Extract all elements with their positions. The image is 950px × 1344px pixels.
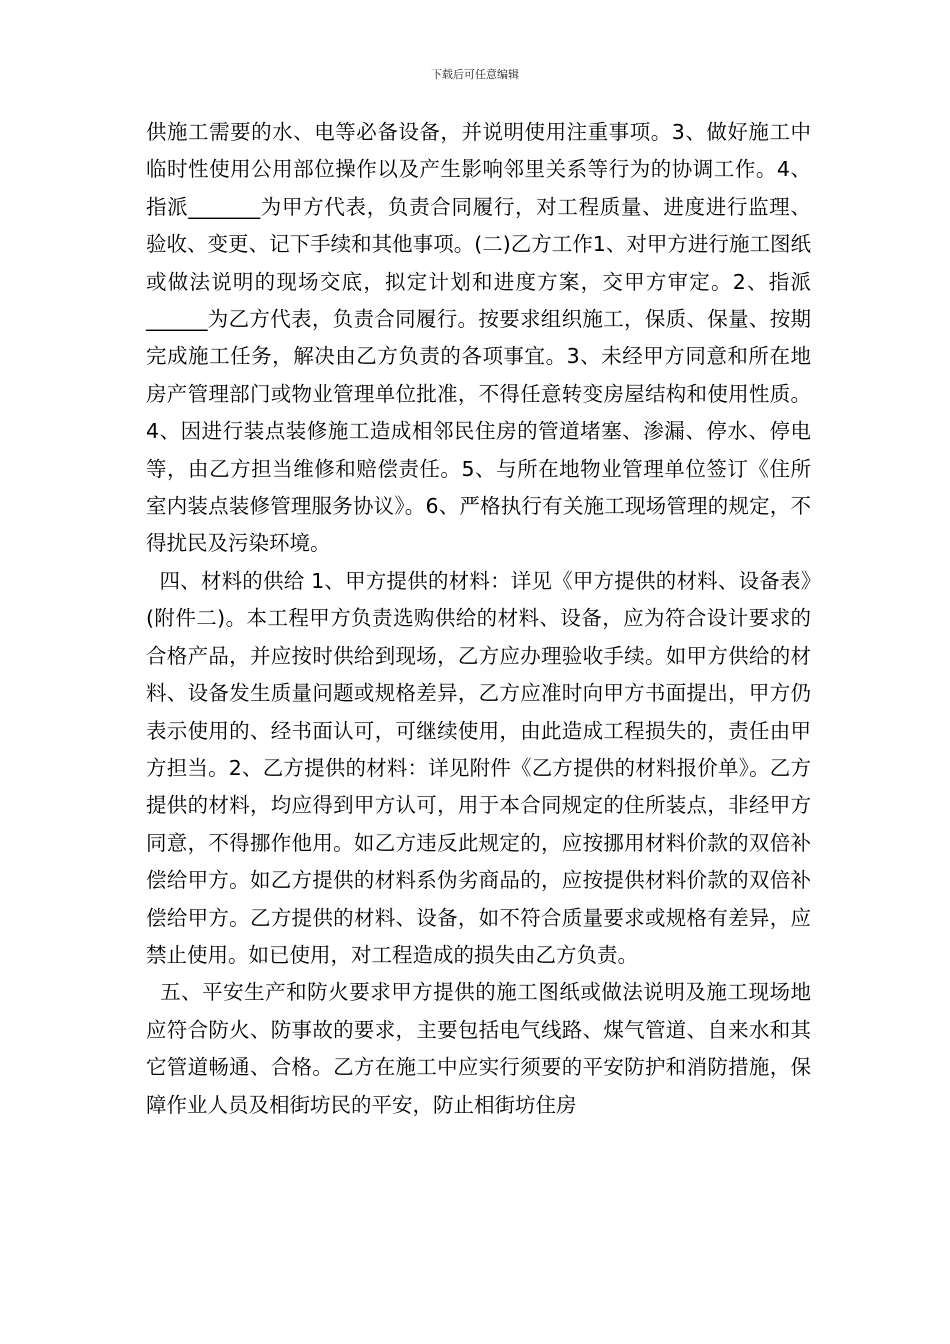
paragraph-safety-fire: 五、平安生产和防火要求甲方提供的施工图纸或做法说明及施工现场地应符合防火、防事故的要求，主要包括电气线路、煤气管道、自来水和其它管道畅通、合格。乙方在施工中应实行须要的平安防护和消防措施，保障作业人员及相街坊民的平安，防止相街坊住房: [146, 980, 811, 1117]
paragraph-work-duties: 供施工需要的水、电等必备设备，并说明使用注重事项。3、做好施工中临时性使用公用部位操作以及产生影响邻里关系等行为的协调工作。4、指派_______为甲方代表，负责合同履行，对工程质量、进度进行监理、验收、变更、记下手续和其他事项。(二)乙方工作1、对甲方进行施工图纸或做法说明的现场交底，拟定计划和进度方案，交甲方审定。2、指派______为乙方代表，负责合同履行。按要求组织施工，保质、保量、按期完成施工任务，解决由乙方负责的各项事宜。3、未经甲方同意和所在地房产管理部门或物业管理单位批准，不得任意转变房屋结构和使用性质。4、因进行装点装修施工造成相邻民住房的管道堵塞、渗漏、停水、停电等，由乙方担当维修和赔偿责任。5、与所在地物业管理单位签订《住所室内装点装修管理服务协议》。6、严格执行有关施工现场管理的规定，不得扰民及污染环境。: [146, 120, 811, 556]
paragraph-material-supply: 四、材料的供给 1、甲方提供的材料：详见《甲方提供的材料、设备表》(附件二)。本工程甲方负责选购供给的材料、设备，应为符合设计要求的合格产品，并应按时供给到现场，乙方应办理验收手续。如甲方供给的材料、设备发生质量问题或规格差异，乙方应准时向甲方书面提出，甲方仍表示使用的、经书面认可，可继续使用，由此造成工程损失的，责任由甲方担当。2、乙方提供的材料：详见附件《乙方提供的材料报价单》。乙方提供的材料，均应得到甲方认可，用于本合同规定的住所装点，非经甲方同意，不得挪作他用。如乙方违反此规定的，应按挪用材料价款的双倍补偿给甲方。如乙方提供的材料系伪劣商品的，应按提供材料价款的双倍补偿给甲方。乙方提供的材料、设备，如不符合质量要求或规格有差异，应禁止使用。如已使用，对工程造成的损失由乙方负责。: [146, 568, 811, 967]
page-header: 下载后可任意编辑: [431, 68, 519, 81]
document-body: [146, 114, 811, 1124]
